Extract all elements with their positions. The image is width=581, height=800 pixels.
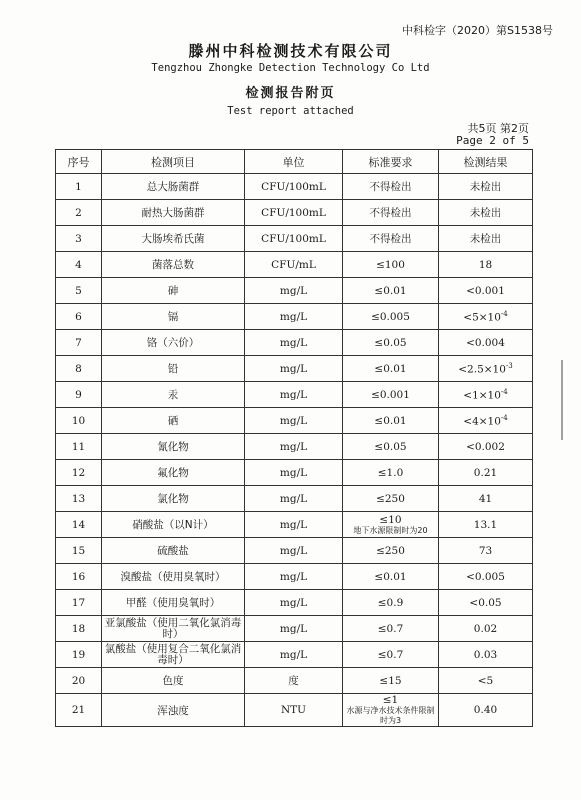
table-row — [56, 304, 533, 330]
unit: mg/L — [245, 512, 343, 538]
row-number: 9 — [56, 382, 102, 408]
table-row — [56, 616, 533, 642]
test-result: 0.03 — [439, 642, 533, 668]
result-base: <2.5×10 — [458, 363, 506, 376]
test-item: 硫酸盐 — [102, 538, 245, 564]
column-header: 检测项目 — [102, 150, 245, 174]
unit: mg/L — [245, 304, 343, 330]
result-exponent: -4 — [500, 309, 508, 318]
unit: mg/L — [245, 330, 343, 356]
page-indicator-cn: 共5页 第2页 — [467, 122, 529, 135]
standard-value: ≤1 — [382, 694, 399, 706]
table-row — [56, 564, 533, 590]
table-row — [56, 356, 533, 382]
test-result: <0.004 — [439, 330, 533, 356]
standard-requirement: 不得检出 — [343, 174, 439, 200]
company-name-en: Tengzhou Zhongke Detection Technology Co Ltd — [151, 62, 430, 74]
report-number: 中科检字（2020）第S1538号 — [402, 24, 553, 37]
test-result: <5 — [439, 668, 533, 694]
row-number: 8 — [56, 356, 102, 382]
standard-requirement: ≤0.005 — [343, 304, 439, 330]
standard-requirement: ≤15 — [343, 668, 439, 694]
standard-requirement: ≤0.7 — [343, 616, 439, 642]
test-result — [439, 408, 533, 434]
table-row — [56, 226, 533, 252]
test-result: 13.1 — [439, 512, 533, 538]
test-result: 0.21 — [439, 460, 533, 486]
table-row — [56, 434, 533, 460]
test-result: 未检出 — [439, 226, 533, 252]
unit: mg/L — [245, 564, 343, 590]
test-item: 铅 — [102, 356, 245, 382]
test-item: 氯酸盐（使用复合二氧化氯消毒时） — [102, 642, 245, 668]
test-item: 氰化物 — [102, 434, 245, 460]
result-base: <4×10 — [463, 415, 501, 428]
unit: 度 — [245, 668, 343, 694]
unit: mg/L — [245, 382, 343, 408]
standard-requirement: ≤0.05 — [343, 434, 439, 460]
page-indicator-en: Page 2 of 5 — [456, 134, 529, 147]
test-item: 总大肠菌群 — [102, 174, 245, 200]
side-stamp-mark — [561, 360, 577, 440]
table-row — [56, 278, 533, 304]
table-row — [56, 330, 533, 356]
test-item: 氯化物 — [102, 486, 245, 512]
standard-requirement: ≤0.01 — [343, 408, 439, 434]
row-number: 2 — [56, 200, 102, 226]
test-result: 41 — [439, 486, 533, 512]
standard-requirement: ≤1.0 — [343, 460, 439, 486]
table-row — [56, 512, 533, 538]
standard-requirement: ≤0.9 — [343, 590, 439, 616]
table-row — [56, 252, 533, 278]
standard-note: 地下水源限制时为20 — [353, 525, 428, 535]
unit: mg/L — [245, 642, 343, 668]
unit: mg/L — [245, 616, 343, 642]
unit: mg/L — [245, 434, 343, 460]
table-row — [56, 408, 533, 434]
test-item: 镉 — [102, 304, 245, 330]
column-header: 序号 — [56, 150, 102, 174]
row-number: 1 — [56, 174, 102, 200]
table-row — [56, 382, 533, 408]
row-number: 3 — [56, 226, 102, 252]
test-item: 亚氯酸盐（使用二氧化氯消毒时） — [102, 616, 245, 642]
row-number: 6 — [56, 304, 102, 330]
standard-requirement: 不得检出 — [343, 226, 439, 252]
column-header: 标准要求 — [343, 150, 439, 174]
page-title-cn: 检测报告附页 — [245, 86, 336, 101]
test-item: 硒 — [102, 408, 245, 434]
test-item: 大肠埃希氏菌 — [102, 226, 245, 252]
test-result: <0.002 — [439, 434, 533, 460]
test-result: 未检出 — [439, 200, 533, 226]
table-row — [56, 200, 533, 226]
row-number: 5 — [56, 278, 102, 304]
table-row — [56, 538, 533, 564]
row-number: 11 — [56, 434, 102, 460]
unit: CFU/mL — [245, 252, 343, 278]
test-result: <0.005 — [439, 564, 533, 590]
table-row — [56, 460, 533, 486]
row-number: 7 — [56, 330, 102, 356]
unit: CFU/100mL — [245, 174, 343, 200]
standard-requirement: ≤0.7 — [343, 642, 439, 668]
test-item: 浑浊度 — [102, 694, 245, 727]
company-name-cn: 滕州中科检测技术有限公司 — [188, 42, 393, 60]
row-number: 14 — [56, 512, 102, 538]
row-number: 13 — [56, 486, 102, 512]
test-item: 铬（六价） — [102, 330, 245, 356]
page-title-en: Test report attached — [227, 105, 354, 117]
standard-requirement: ≤0.01 — [343, 564, 439, 590]
row-number: 10 — [56, 408, 102, 434]
standard-requirement — [343, 694, 439, 727]
standard-note: 水源与净水技术条件限制时为3 — [346, 706, 435, 725]
standard-requirement: ≤100 — [343, 252, 439, 278]
test-item: 硝酸盐（以N计） — [102, 512, 245, 538]
column-header: 检测结果 — [439, 150, 533, 174]
standard-requirement: ≤0.05 — [343, 330, 439, 356]
unit: mg/L — [245, 538, 343, 564]
row-number: 4 — [56, 252, 102, 278]
test-result: 0.40 — [439, 694, 533, 727]
unit: mg/L — [245, 408, 343, 434]
test-result — [439, 356, 533, 382]
row-number: 19 — [56, 642, 102, 668]
test-item: 砷 — [102, 278, 245, 304]
test-result: 0.02 — [439, 616, 533, 642]
unit: mg/L — [245, 356, 343, 382]
standard-requirement: ≤0.01 — [343, 278, 439, 304]
row-number: 17 — [56, 590, 102, 616]
standard-requirement: ≤0.001 — [343, 382, 439, 408]
standard-value: ≤10 — [379, 513, 402, 526]
table-row — [56, 590, 533, 616]
test-result: 未检出 — [439, 174, 533, 200]
column-header: 单位 — [245, 150, 343, 174]
table-row — [56, 668, 533, 694]
standard-requirement — [343, 512, 439, 538]
test-item: 汞 — [102, 382, 245, 408]
standard-requirement: ≤0.01 — [343, 356, 439, 382]
unit: mg/L — [245, 278, 343, 304]
result-base: <1×10 — [463, 389, 501, 402]
test-result: 18 — [439, 252, 533, 278]
test-result — [439, 382, 533, 408]
test-item: 菌落总数 — [102, 252, 245, 278]
result-exponent: -4 — [500, 387, 508, 396]
unit: CFU/100mL — [245, 226, 343, 252]
results-table — [55, 149, 533, 727]
table-row — [56, 642, 533, 668]
table-header-row — [56, 150, 533, 174]
row-number: 18 — [56, 616, 102, 642]
row-number: 15 — [56, 538, 102, 564]
test-item: 溴酸盐（使用臭氧时） — [102, 564, 245, 590]
result-base: <5×10 — [463, 311, 501, 324]
test-item: 色度 — [102, 668, 245, 694]
row-number: 16 — [56, 564, 102, 590]
standard-requirement: ≤250 — [343, 486, 439, 512]
table-row — [56, 486, 533, 512]
test-result: <0.05 — [439, 590, 533, 616]
table-row — [56, 174, 533, 200]
unit: CFU/100mL — [245, 200, 343, 226]
unit: mg/L — [245, 460, 343, 486]
test-item: 氟化物 — [102, 460, 245, 486]
unit: mg/L — [245, 486, 343, 512]
row-number: 20 — [56, 668, 102, 694]
table-row — [56, 694, 533, 727]
result-exponent: -3 — [505, 361, 513, 370]
row-number: 21 — [56, 694, 102, 727]
standard-requirement: 不得检出 — [343, 200, 439, 226]
unit: NTU — [245, 694, 343, 727]
test-item: 耐热大肠菌群 — [102, 200, 245, 226]
table-body — [56, 174, 533, 727]
standard-requirement: ≤250 — [343, 538, 439, 564]
test-result: <0.001 — [439, 278, 533, 304]
test-result — [439, 304, 533, 330]
test-result: 73 — [439, 538, 533, 564]
row-number: 12 — [56, 460, 102, 486]
unit: mg/L — [245, 590, 343, 616]
result-exponent: -4 — [500, 413, 508, 422]
test-item: 甲醛（使用臭氧时） — [102, 590, 245, 616]
